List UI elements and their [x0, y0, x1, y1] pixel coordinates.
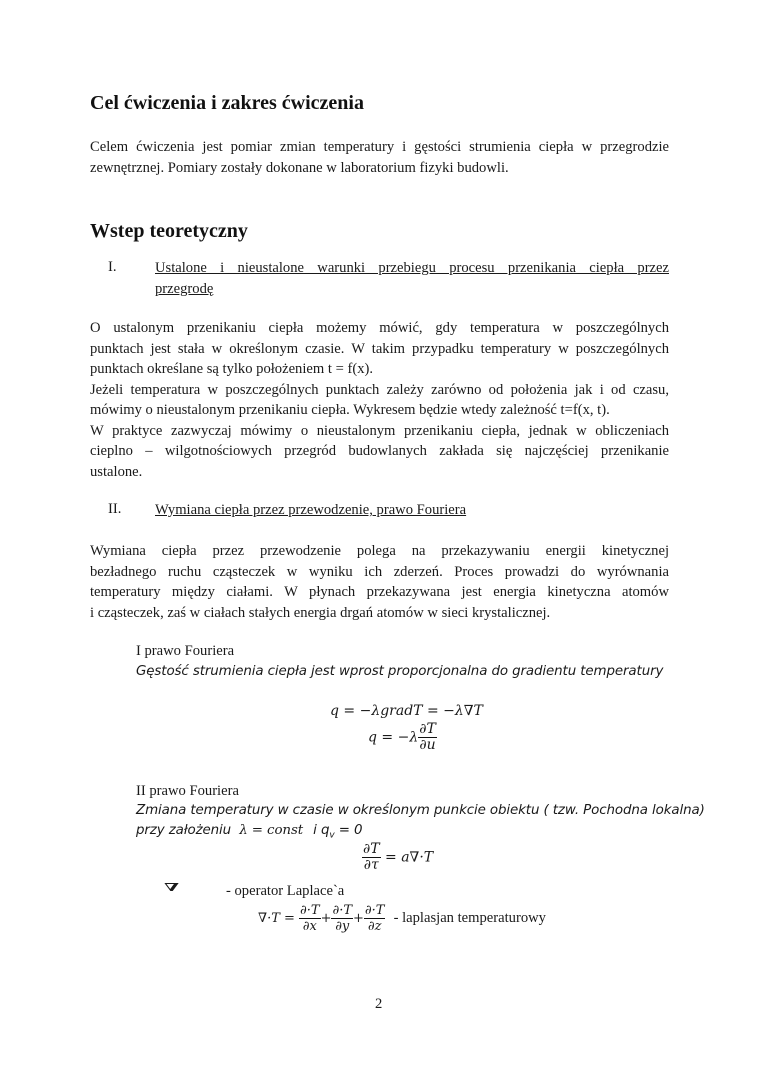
plus-sign: +: [353, 911, 364, 926]
paragraph-line: punktach jest stała w określonym czasie. W takim przypadku temperatury w poszczególnych: [90, 340, 669, 357]
fraction-denominator: ∂τ: [363, 857, 379, 873]
fourier1-label: I prawo Fouriera: [136, 643, 235, 659]
subsection1-paragraph: [90, 318, 669, 482]
fourier2-label: II prawo Fouriera: [136, 783, 239, 799]
paragraph-line: W praktyce zazwyczaj mówimy o nieustalonym przenikaniu ciepła, jednak w obliczeniach: [90, 422, 669, 439]
paragraph-line: temperatury między ciałami. W płynach przekazywana jest energia kinetyczna atomów: [90, 584, 669, 600]
fraction: [418, 722, 437, 753]
subsection-number-1: I.: [108, 259, 117, 275]
assumption-q: i q: [313, 823, 330, 838]
paragraph-line: O ustalonym przenikaniu ciepła możemy mówić, gdy temperatura w poszczególnych: [90, 320, 669, 336]
section-title-wstep: Wstep teoretyczny: [90, 220, 248, 242]
plus-sign: +: [320, 911, 332, 926]
fraction-denominator: ∂y: [335, 919, 350, 934]
subsection-heading-1: [155, 258, 669, 299]
fraction: [299, 903, 321, 934]
assumption-subscript: v: [329, 830, 335, 841]
laplace-description: - laplasjan temperaturowy: [393, 910, 546, 926]
section1-paragraph: [90, 137, 669, 178]
fraction-numerator: ∂·T: [300, 903, 320, 918]
heading-line: przegrodę: [155, 280, 214, 297]
assumption-math: λ = const: [239, 823, 303, 838]
paragraph-line: Celem ćwiczenia jest pomiar zmian temperatury i gęstości strumienia ciepła w przegrodzie: [90, 139, 669, 155]
fraction-denominator: ∂x: [302, 919, 317, 934]
paragraph-line: cieplno – wilgotnościowych przegród budowlanych zakłada się najczęściej przenikanie: [90, 443, 669, 459]
fourier2-equation: [362, 842, 433, 873]
fourier1-equation-2: [368, 722, 437, 753]
fourier1-description: Gęstość strumienia ciepła jest wprost proporcjonalna do gradientu temperatury: [136, 664, 664, 679]
page-number: 2: [375, 996, 383, 1012]
fraction-denominator: ∂z: [367, 919, 382, 934]
heading-line: Wymiana ciepła przez przewodzenie, prawo Fouriera: [155, 502, 467, 518]
laplace-operator-label: - operator Laplace`a: [226, 883, 345, 899]
assumption-end: = 0: [334, 823, 363, 838]
paragraph-line: zewnętrznej. Pomiary zostały dokonane w laboratorium fizyki budowli.: [90, 159, 509, 176]
fraction: [364, 903, 386, 934]
subsection-heading-2: [155, 500, 466, 521]
paragraph-line: ustalone.: [90, 463, 143, 480]
subsection2-paragraph: [90, 541, 669, 623]
fraction-numerator: ∂T: [419, 721, 436, 737]
paragraph-line: bezładnego ruchu cząsteczek w wyniku ich zderzeń. Proces prowadzi do wyrównania: [90, 563, 669, 580]
eq-lhs: q = −λ: [368, 729, 419, 746]
eq-lhs: ∇·T =: [258, 911, 295, 926]
eq-rhs: = a∇·T: [385, 849, 434, 866]
fourier1-equation-1: q = −λgradT = −λ∇T: [330, 703, 483, 719]
nabla-icon: ∇: [164, 881, 180, 894]
fraction-numerator: ∂·T: [332, 903, 353, 918]
paragraph-line: punktach określane są tylko położeniem t = f(x).: [90, 361, 373, 377]
subsection-number-2: II.: [108, 501, 122, 517]
fourier2-description: Zmiana temperatury w czasie w określonym punkcie obiektu ( tzw. Pochodna lokalna): [136, 803, 705, 818]
assumption-text: przy założeniu: [136, 823, 232, 838]
fraction: [362, 842, 381, 873]
laplace-equation: [258, 903, 546, 934]
fraction-numerator: ∂T: [363, 841, 380, 857]
paragraph-line: i cząsteczek, zaś w ciałach stałych energia drgań atomów w sieci krystalicznej.: [90, 604, 551, 621]
paragraph-line: Jeżeli temperatura w poszczególnych punktach zależy zarówno od położenia jak i od czasu,: [90, 381, 669, 398]
paragraph-line: mówimy o nieustalonym przenikaniu ciepła. Wykresem będzie wtedy zależność t=f(x, t).: [90, 402, 610, 418]
section-title-cel: Cel ćwiczenia i zakres ćwiczenia: [90, 92, 364, 114]
fraction-denominator: ∂u: [419, 737, 436, 753]
fourier2-assumption: [136, 823, 362, 841]
heading-line: Ustalone i nieustalone warunki przebiegu procesu przenikania ciepła przez: [155, 260, 669, 276]
fraction-numerator: ∂·T: [364, 903, 385, 918]
fraction: [331, 903, 353, 934]
paragraph-line: Wymiana ciepła przez przewodzenie polega na przekazywaniu energii kinetycznej: [90, 543, 669, 559]
